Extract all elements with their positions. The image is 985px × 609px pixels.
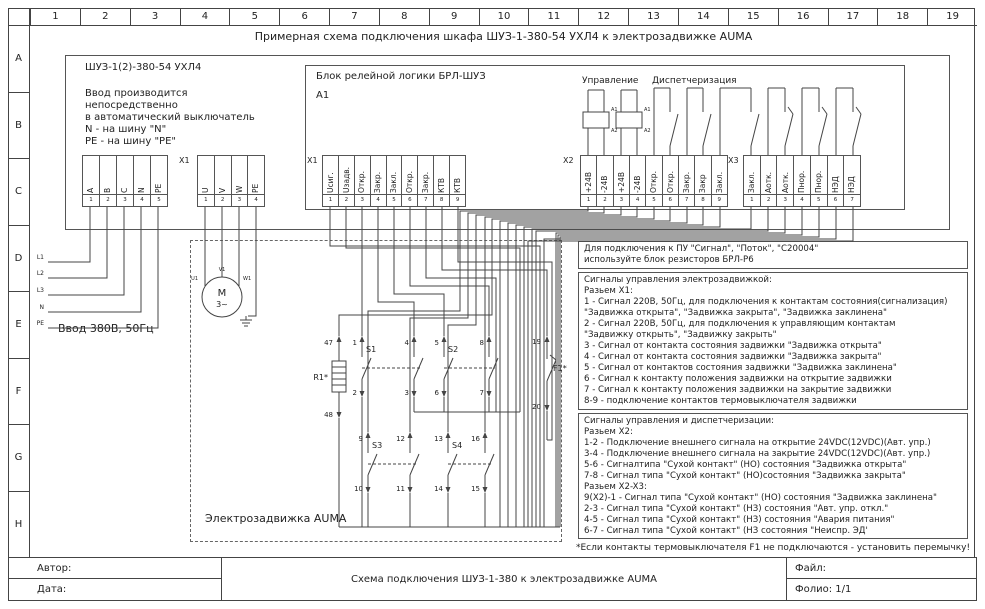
coil1-a2: А2 (611, 128, 618, 134)
nc-contact (836, 88, 861, 155)
list-item: 8-9 - подключение контактов термовыключателя задвижки (584, 396, 857, 406)
list-item: E (8, 291, 29, 358)
switch-S2 (435, 336, 498, 397)
dispatch-contacts (654, 88, 861, 155)
list-item: 7 (329, 8, 379, 25)
valve-symbols (191, 267, 567, 419)
page-title: Примерная схема подключения шкафа ШУЗ-1-380-54 УХЛ4 к электрозадвижке AUMA (254, 30, 753, 43)
list-item: 5 - Сигнал от контактов состояния задвижки "Задвижка заклинена" (584, 363, 897, 373)
list-item: непосредственно (85, 100, 178, 111)
no-contact (687, 88, 711, 155)
footer-author: Автор: (8, 557, 222, 579)
terminal-number: 5 (387, 194, 402, 206)
terminal-number: 7 (418, 194, 433, 206)
terminal-label: Uсиг. (325, 172, 335, 193)
terminal-number: 3 (777, 194, 793, 206)
relay-logic-title: Блок релейной логики БРЛ-ШУЗ (316, 71, 486, 82)
terminal-number: 2 (215, 194, 231, 206)
list-item: D (8, 225, 29, 292)
switch-terminal-number: 11 (396, 485, 405, 493)
terminal-number: 5 (646, 194, 661, 206)
list-item: 13 (628, 8, 678, 25)
list-item: Ввод производится (85, 88, 188, 99)
strip-label-x3: X3 (728, 156, 739, 165)
terminal-number: 4 (371, 194, 386, 206)
switch-label: S3 (372, 441, 383, 450)
phase-pe: PE (36, 320, 44, 327)
dispatch-section-label: Диспетчеризация (652, 76, 737, 86)
list-item: 4 - Сигнал от контакта состояния задвижки "Задвижка закрыта" (584, 352, 882, 362)
terminal-number: 1 (198, 194, 214, 206)
terminal-label: +24В (583, 172, 593, 193)
switch-terminal-number: 14 (434, 485, 443, 493)
motor-term-u1: U1 (191, 276, 198, 282)
switch-terminal-number: 16 (471, 435, 480, 443)
terminal-label: V (217, 187, 227, 193)
switch-terminal-number: 8 (479, 339, 484, 347)
switch-S4 (434, 432, 494, 493)
list-item: 19 (927, 8, 977, 25)
terminal-label: КТВ (436, 177, 446, 193)
switch-terminal-number: 1 (352, 339, 357, 347)
terminal-number: 2 (761, 194, 777, 206)
terminal-number: 3 (355, 194, 370, 206)
list-item: 14 (678, 8, 728, 25)
list-item: 5 (229, 8, 279, 25)
terminal-number: 3 (232, 194, 248, 206)
list-item: Разьем X1: (584, 286, 633, 296)
list-item: 18 (877, 8, 927, 25)
no-contact (720, 88, 759, 155)
switch-terminal-number: 13 (434, 435, 443, 443)
fuse-label: F1* (553, 364, 567, 373)
limit-switches (353, 336, 498, 493)
terminal-label: Закр. (373, 171, 383, 193)
terminal-label: НЭД (830, 176, 840, 193)
list-item: Сигналы управления электрозадвижкой: (584, 275, 772, 285)
list-item: 9(X2)-1 - Сигнал типа "Сухой контакт" (НО) состояния "Задвижка заклинена" (584, 493, 938, 503)
terminal-number: 2 (597, 194, 612, 206)
list-item: 8 (379, 8, 429, 25)
terminal-number: 8 (434, 194, 449, 206)
switch-terminal-number: 10 (354, 485, 363, 493)
strip-label-x1: X1 (307, 156, 318, 165)
footnote: *Если контакты термовыключателя F1 не подключаются - установить перемычку! (576, 543, 971, 553)
terminal-label: Откр. (649, 171, 659, 193)
cabinet-label: ШУЗ-1(2)-380-54 УХЛ4 (85, 62, 202, 73)
list-item: 2-3 - Сигнал типа "Сухой контакт" (НЗ) состояния "Авт. упр. откл." (584, 504, 889, 514)
terminal-label: Закл. (747, 171, 757, 193)
motor-symbol (191, 267, 251, 317)
list-item: 4 (180, 8, 230, 25)
coil2-a1: А1 (644, 107, 651, 113)
list-item: 16 (778, 8, 828, 25)
list-item: 10 (479, 8, 529, 25)
list-item: 11 (528, 8, 578, 25)
terminal-label: Откр. (405, 171, 415, 193)
list-item: 6-7 - Сигнал типа "Сухой контакт" (НЗ состояния "Неиспр. ЭД' (584, 526, 868, 536)
list-item: 4-5 - Сигнал типа "Сухой контакт" (НЗ) состояния "Авария питания" (584, 515, 895, 525)
terminal-number: 9 (450, 194, 465, 206)
list-item: 12 (578, 8, 628, 25)
footer-folio: Фолио: 1/1 (786, 578, 977, 601)
terminal-label: Аотк. (780, 171, 790, 193)
terminal-number: 2 (100, 194, 116, 206)
terminal-label: PE (251, 183, 261, 193)
strip-label-motor-x1: X1 (179, 156, 190, 165)
switch-terminal-number: 7 (479, 389, 484, 397)
switch-S3 (354, 432, 419, 493)
terminal-number: 7 (679, 194, 694, 206)
terminal-number: 6 (402, 194, 417, 206)
input-feed-label: Ввод 380В, 50Гц (58, 322, 154, 335)
list-item: G (8, 424, 29, 491)
terminal-label: Закл. (389, 171, 399, 193)
list-item: 7 - Сигнал к контакту положения задвижки на закрытие задвижки (584, 385, 892, 395)
terminal-label: U (201, 187, 211, 193)
nc-contact (802, 88, 827, 155)
terminal-number: 6 (663, 194, 678, 206)
terminal-label: +24В (616, 172, 626, 193)
switch-terminal-number: 9 (358, 435, 363, 443)
list-item: "Задвижка открыта", "Задвижка закрыта", "Задвижка заклинена" (584, 308, 887, 318)
motor-letter: М (217, 288, 227, 299)
terminal-label: Аотк. (763, 171, 773, 193)
terminal-label: Закр. (421, 171, 431, 193)
list-item: 2 (80, 8, 130, 25)
list-item: 6 - Сигнал к контакту положения задвижки на открытие задвижки (584, 374, 892, 384)
list-item: 15 (728, 8, 778, 25)
terminal-number: 2 (339, 194, 354, 206)
terminal-number: 3 (614, 194, 629, 206)
list-item: Разьем X2-X3: (584, 482, 647, 492)
list-item: Сигналы управления и диспетчеризации: (584, 416, 775, 426)
valve-label: Электрозадвижка AUMA (205, 512, 347, 525)
terminal-number: 1 (744, 194, 760, 206)
resistor-term-47: 47 (324, 339, 333, 347)
terminal-label: N (137, 187, 147, 193)
switch-label: S4 (452, 441, 463, 450)
list-item: H (8, 491, 29, 558)
switch-label: S1 (366, 345, 377, 354)
terminal-label: КТВ (452, 177, 462, 193)
terminal-label: Закр. (681, 171, 691, 193)
list-item: 3-4 - Подключение внешнего сигнала на закрытие 24VDC(12VDC)(Авт. упр.) (584, 449, 931, 459)
terminal-number: 8 (695, 194, 710, 206)
footer-title: Схема подключения ШУЗ-1-380 к электрозадвижке AUMA (221, 557, 787, 601)
relay-logic-tag: А1 (316, 90, 330, 101)
list-item: используйте блок резисторов БРЛ-Р6 (584, 255, 754, 265)
list-item: "Задвижку открыть", "Задвижку закрыть" (584, 330, 777, 340)
terminal-label: PE (154, 183, 164, 193)
list-item: 1 (30, 8, 80, 25)
switch-label: S2 (448, 345, 459, 354)
motor-term-w1: W1 (243, 276, 252, 282)
terminal-number: 1 (83, 194, 99, 206)
terminal-label: Откр. (665, 171, 675, 193)
coil2-a2: А2 (644, 128, 651, 134)
phase-n: N (39, 304, 44, 311)
terminal-label: Uзадв. (341, 166, 351, 193)
switch-terminal-number: 4 (404, 339, 409, 347)
terminal-number: 7 (844, 194, 860, 206)
terminal-label: -24В (600, 175, 610, 193)
footer-file: Файл: (786, 557, 977, 579)
list-item: Разьем X2: (584, 427, 633, 437)
switch-terminal-number: 6 (434, 389, 439, 397)
wiring (48, 90, 853, 527)
terminal-label: В (103, 187, 113, 193)
motor-phase: 3~ (216, 300, 228, 309)
terminal-label: Закр (698, 174, 708, 193)
switch-terminal-number: 3 (404, 389, 409, 397)
list-item: B (8, 92, 29, 159)
switch-terminal-number: 5 (434, 339, 439, 347)
terminal-label: W (234, 185, 244, 193)
list-item: F (8, 358, 29, 425)
strip-label-x2: X2 (563, 156, 574, 165)
terminal-label: С (120, 187, 130, 193)
switch-terminal-number: 2 (352, 389, 357, 397)
terminal-number: 9 (712, 194, 727, 206)
resistor-label: R1* (313, 373, 328, 382)
list-item: 7-8 - Сигнал типа "Сухой контакт" (НО)состояния "Задвижка закрыта" (584, 471, 906, 481)
list-item: 3 - Сигнал от контакта состояния задвижки "Задвижка открыта" (584, 341, 882, 351)
list-item: C (8, 158, 29, 225)
phase-l1: L1 (36, 254, 44, 261)
list-item: Для подключения к ПУ "Сигнал", "Поток", "С20004" (584, 244, 819, 254)
list-item: PE - на шину "PE" (85, 136, 176, 147)
fuse-term-20: 20 (532, 403, 541, 411)
terminal-label: Пнор. (797, 170, 807, 193)
fuse-term-19: 19 (532, 338, 541, 346)
list-item: A (15, 53, 22, 65)
switch-S1 (353, 336, 423, 397)
list-item: 3 (130, 8, 180, 25)
no-contact (654, 88, 678, 155)
list-item: 1 - Сигнал 220В, 50Гц, для подключения к контактам состояния(сигнализация) (584, 297, 948, 307)
terminal-label: Пнор. (813, 170, 823, 193)
terminal-label: -24В (632, 175, 642, 193)
switch-terminal-number: 12 (396, 435, 405, 443)
phase-l3: L3 (36, 287, 44, 294)
phase-l2: L2 (36, 270, 44, 277)
resistor-r1 (313, 336, 346, 419)
terminal-number: 3 (117, 194, 133, 206)
list-item: 2 - Сигнал 220В, 50Гц, для подключения к управляющим контактам (584, 319, 896, 329)
terminal-label: Закл. (714, 171, 724, 193)
list-item: 5-6 - Сигналтипа "Сухой контакт" (НО) состояния "Задвижка открыта" (584, 460, 907, 470)
list-item: 17 (828, 8, 878, 25)
motor-term-v1: V1 (218, 267, 226, 273)
switch-terminal-number: 15 (471, 485, 480, 493)
resistor-term-48: 48 (324, 411, 333, 419)
thermal-switch-f1 (532, 336, 567, 411)
list-item: N - на шину "N" (85, 124, 167, 135)
list-item: в автоматический выключатель (85, 112, 255, 123)
terminal-label: НЭД (847, 176, 857, 193)
list-item: 9 (429, 8, 479, 25)
terminal-number: 4 (134, 194, 150, 206)
terminal-number: 4 (794, 194, 810, 206)
terminal-number: 5 (151, 194, 167, 206)
footer-date: Дата: (8, 578, 222, 601)
terminal-number: 1 (581, 194, 596, 206)
terminal-number: 4 (248, 194, 264, 206)
terminal-number: 4 (630, 194, 645, 206)
nc-contact (768, 88, 793, 155)
terminal-number: 5 (811, 194, 827, 206)
coil1-a1: А1 (611, 107, 618, 113)
list-item: 6 (279, 8, 329, 25)
terminal-number: 1 (323, 194, 338, 206)
terminal-number: 6 (828, 194, 844, 206)
terminal-label: Откр. (357, 171, 367, 193)
terminal-label: А (86, 187, 96, 193)
control-section-label: Управление (582, 76, 639, 86)
list-item: 1-2 - Подключение внешнего сигнала на открытие 24VDC(12VDC)(Авт. упр.) (584, 438, 931, 448)
